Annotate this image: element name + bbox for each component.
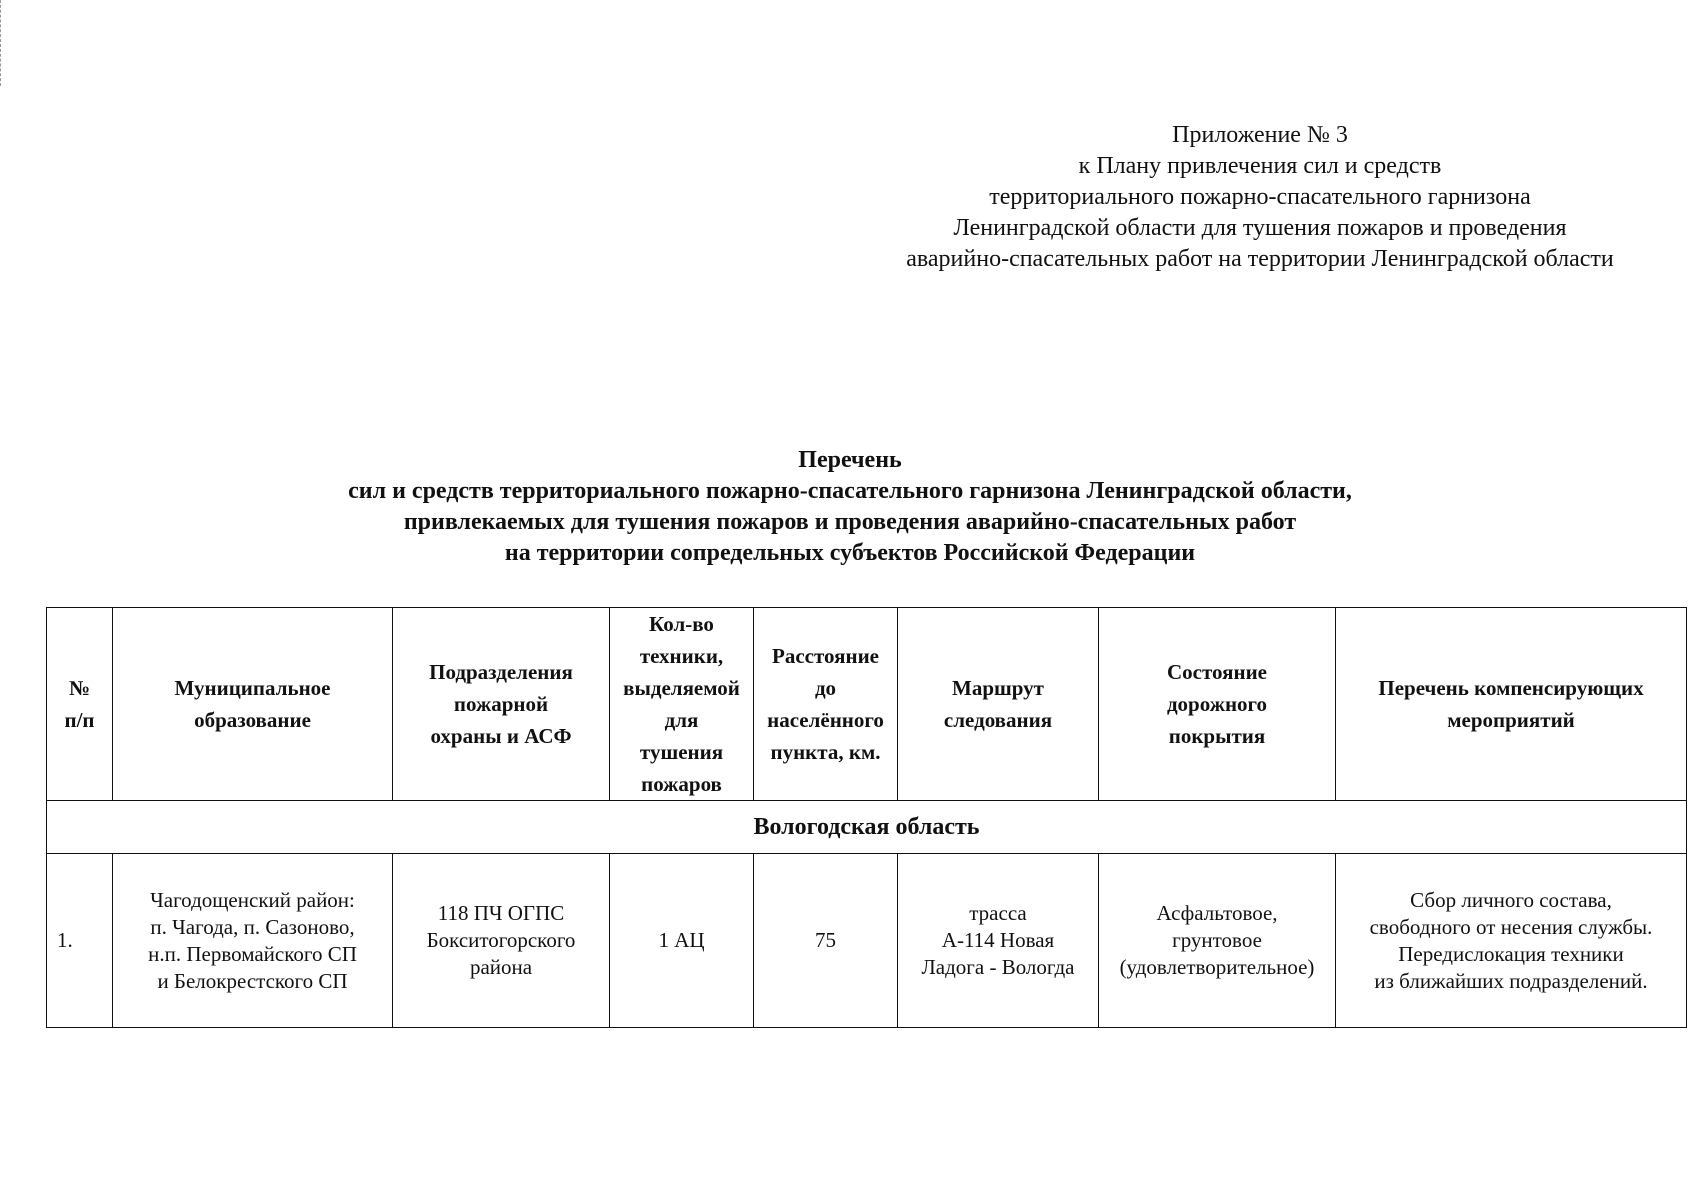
cell-number: 1. [47, 854, 113, 1028]
cell-municipality: Чагодощенский район: п. Чагода, п. Сазоново, н.п. Первомайского СП и Белокрестского СП [113, 854, 393, 1028]
region-label: Вологодская область [47, 801, 1687, 854]
header-distance: Расстояние до населённого пункта, км. [754, 608, 898, 801]
appendix-header [826, 120, 1694, 275]
appendix-line: аварийно-спасательных работ на территории Ленинградской области [906, 246, 1614, 272]
appendix-line: Ленинградской области для тушения пожаров и проведения [953, 215, 1567, 241]
header-municipality: Муниципальное образование [113, 608, 393, 801]
cell-measures: Сбор личного состава, свободного от несения службы. Передислокация техники из ближайших подразделений. [1336, 854, 1687, 1028]
document-title [40, 445, 1660, 569]
appendix-line: Приложение № 3 [1172, 122, 1348, 148]
cell-vehicles: 1 АЦ [610, 854, 754, 1028]
cell-distance: 75 [754, 854, 898, 1028]
title-line: сил и средств территориального пожарно-спасательного гарнизона Ленинградской области, [348, 478, 1352, 504]
title-line: Перечень [798, 447, 902, 473]
table-header-row [47, 608, 1687, 801]
header-road: Состояние дорожного покрытия [1099, 608, 1336, 801]
cell-road: Асфальтовое, грунтовое (удовлетворительное) [1099, 854, 1336, 1028]
title-line: привлекаемых для тушения пожаров и проведения аварийно-спасательных работ [403, 509, 1297, 535]
scan-edge-mark [0, 0, 4, 86]
table-row [47, 854, 1687, 1028]
region-row [47, 801, 1687, 854]
forces-table [46, 607, 1687, 1028]
header-measures: Перечень компенсирующих мероприятий [1336, 608, 1687, 801]
cell-route: трасса А-114 Новая Ладога - Вологда [898, 854, 1099, 1028]
appendix-line: к Плану привлечения сил и средств [1078, 153, 1442, 179]
header-vehicles: Кол-во техники, выделяемой для тушения пожаров [610, 608, 754, 801]
cell-units: 118 ПЧ ОГПС Бокситогорского района [393, 854, 610, 1028]
header-units: Подразделения пожарной охраны и АСФ [393, 608, 610, 801]
header-route: Маршрут следования [898, 608, 1099, 801]
title-line: на территории сопредельных субъектов Российской Федерации [504, 540, 1196, 566]
appendix-line: территориального пожарно-спасательного гарнизона [989, 184, 1531, 210]
header-number: № п/п [47, 608, 113, 801]
